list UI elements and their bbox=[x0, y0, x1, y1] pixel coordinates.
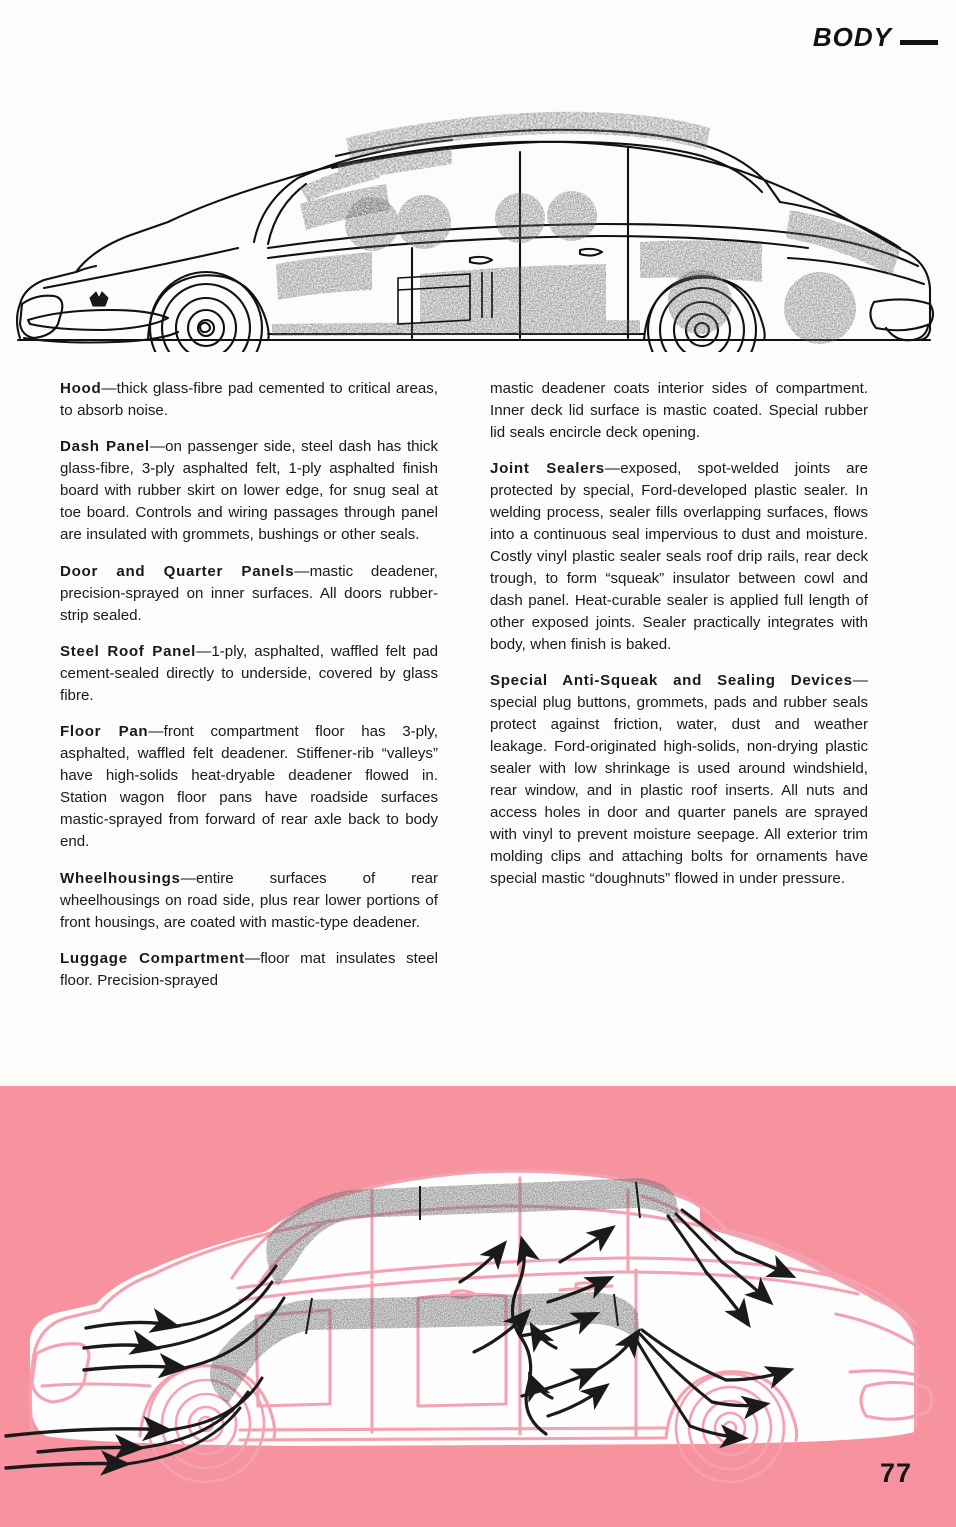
paragraph-body: front compartment floor has 3-ply, asphalted, waffled felt deadener. Stiffener-rib “valleys” have high-solids heat-dryable deadener flowed in. Station wagon floor pans have roadside surfaces mastic-sprayed from forward of rear axle back to body end. bbox=[60, 723, 438, 851]
left-column bbox=[60, 378, 438, 1068]
paragraph-heading: Dash Panel bbox=[60, 438, 150, 456]
paragraph-steel-roof-panel bbox=[60, 641, 438, 707]
paragraph-hood bbox=[60, 378, 438, 422]
paragraph-heading: Door and Quarter Panels bbox=[60, 562, 295, 580]
page-header bbox=[813, 22, 938, 53]
paragraph-dash: — bbox=[852, 672, 868, 690]
paragraph-body: mastic deadener, precision-sprayed on inner surfaces. All doors rubber-strip sealed. bbox=[60, 562, 438, 624]
header-rule bbox=[900, 40, 938, 45]
paragraph-door-and-quarter-panels bbox=[60, 561, 438, 627]
paragraph-luggage-compartment bbox=[60, 948, 438, 992]
paragraph-body: special plug buttons, grommets, pads and rubber seals protect against friction, water, dust and weather leakage. Ford-originated high-solids, non-drying plastic sealer with low shrinkage is used around windshield, rear window, and in plastic roof inserts. All nuts and access holes in door and quarter panels are sprayed with vinyl to prevent moisture seepage. All exterior trim molding clips and attaching bolts for ornaments have special mastic “doughnuts” flowed in under pressure. bbox=[490, 694, 868, 888]
paragraph-wheelhousings bbox=[60, 868, 438, 934]
paragraph-body: floor mat insulates steel floor. Precision-sprayed bbox=[60, 949, 438, 989]
paragraph-dash: — bbox=[196, 643, 212, 661]
paragraph-dash: — bbox=[294, 562, 310, 580]
paragraph-body: 1-ply, asphalted, waffled felt pad cement-sealed directly to underside, covered by glass fibre. bbox=[60, 643, 438, 704]
right-column bbox=[490, 378, 868, 1068]
paragraph-dash: — bbox=[180, 869, 196, 887]
paragraph-body: entire surfaces of rear wheelhousings on road side, plus rear lower portions of front housings, are coated with mastic-type deadener. bbox=[60, 869, 438, 931]
paragraph-body: mastic deadener coats interior sides of compartment. Inner deck lid surface is mastic coated. Special rubber lid seals encircle deck opening. bbox=[490, 380, 868, 441]
paragraph-heading: Hood bbox=[60, 380, 102, 397]
paragraph-dash: — bbox=[244, 949, 261, 967]
paragraph-body: exposed, spot-welded joints are protected by special, Ford-developed plastic sealer. In welding process, sealer fills overlapping surfaces, flows into a continuous seal impervious to dust and moisture. Costly vinyl plastic sealer seals roof drip rails, rear deck trough, to form “squeak” insulator between cowl and dash panel. Heat-curable sealer is applied full length of other exposed joints. Sealer practically integrates with body, when finish is baked. bbox=[490, 460, 868, 653]
article-columns bbox=[60, 378, 880, 1068]
paragraph-heading: Special Anti-Squeak and Sealing Devices bbox=[490, 672, 853, 690]
paragraph-dash: — bbox=[101, 380, 117, 397]
paragraph-heading: Steel Roof Panel bbox=[60, 643, 197, 661]
cutaway-sedan-sound-deadening-illustration bbox=[0, 52, 956, 352]
paragraph-dash: — bbox=[148, 723, 164, 741]
paragraph-special-anti-squeak-and-sealing-devices bbox=[490, 670, 868, 890]
paragraph-joint-sealers bbox=[490, 458, 868, 656]
paragraph-body: thick glass-fibre pad cemented to critical areas, to absorb noise. bbox=[60, 380, 438, 419]
paragraph-body: on passenger side, steel dash has thick glass-fibre, 3-ply asphalted felt, 1-ply asphalted finish board with rubber skirt on lower edge, for snug seal at toe board. Controls and wiring passages through panel are insulated with grommets, bushings or other seals. bbox=[60, 438, 438, 544]
paragraph-dash: — bbox=[604, 460, 621, 478]
paragraph-heading: Joint Sealers bbox=[490, 460, 605, 478]
paragraph-heading: Floor Pan bbox=[60, 723, 149, 741]
paragraph-floor-pan bbox=[60, 721, 438, 853]
paragraph-dash: — bbox=[149, 438, 166, 456]
page-title: BODY bbox=[812, 22, 892, 52]
paragraph-heading: Luggage Compartment bbox=[60, 949, 245, 967]
paragraph-dash-panel bbox=[60, 436, 438, 546]
paragraph-heading: Wheelhousings bbox=[60, 869, 181, 887]
page-number: 77 bbox=[879, 1458, 912, 1488]
airflow-ventilation-diagram bbox=[0, 1086, 956, 1527]
paragraph-luggage-compartment-continued bbox=[490, 378, 868, 444]
